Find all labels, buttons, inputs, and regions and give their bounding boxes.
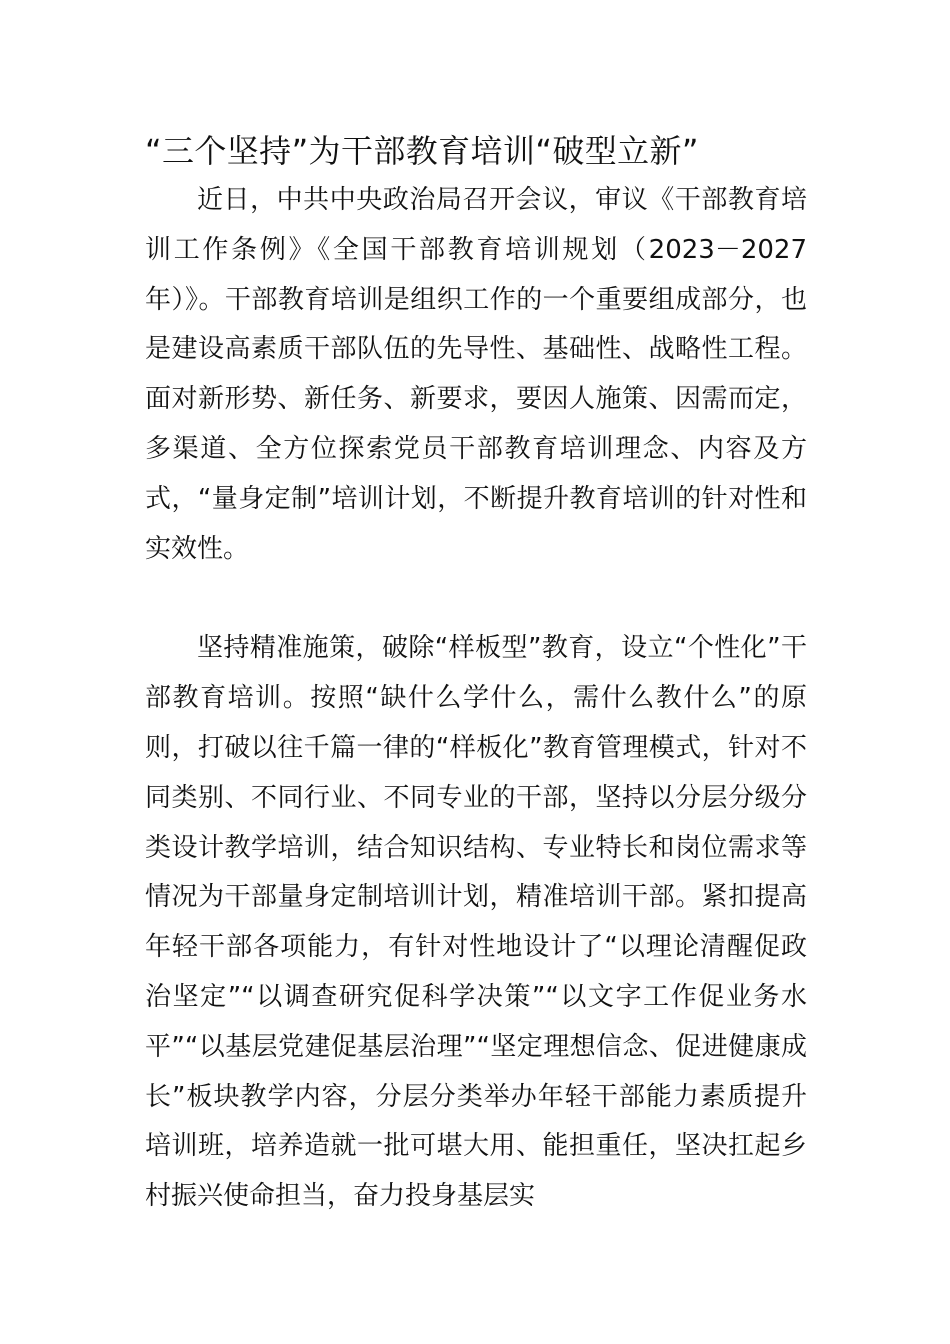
document-body: [145, 176, 807, 1222]
paragraph-spacer: [145, 574, 807, 624]
body-paragraph-precise-policy: 坚持精准施策，破除“样板型”教育，设立“个性化”干部教育培训。按照“缺什么学什么，需什么教什么”的原则，打破以往千篇一律的“样板化”教育管理模式，针对不同类别、不同行业、不同专业的干部，坚持以分层分级分类设计教学培训，结合知识结构、专业特长和岗位需求等情况为干部量身定制培训计划，精准培训干部。紧扣提高年轻干部各项能力，有针对性地设计了“以理论清醒促政治坚定”“以调查研究促科学决策”“以文字工作促业务水平”“以基层党建促基层治理”“坚定理想信念、促进健康成长”板块教学内容，分层分类举办年轻干部能力素质提升培训班，培养造就一批可堪大用、能担重任，坚决扛起乡村振兴使命担当，奋力投身基层实: [145, 633, 807, 1212]
body-paragraph-intro: 近日，中共中央政治局召开会议，审议《干部教育培训工作条例》《全国干部教育培训规划（2023－2027年）》。干部教育培训是组织工作的一个重要组成部分，也是建设高素质干部队伍的先导性、基础性、战略性工程。面对新形势、新任务、新要求，要因人施策、因需而定，多渠道、全方位探索党员干部教育培训理念、内容及方式，“量身定制”培训计划，不断提升教育培训的针对性和实效性。: [145, 185, 807, 564]
document-title: “三个坚持”为干部教育培训“破型立新”: [145, 132, 699, 170]
